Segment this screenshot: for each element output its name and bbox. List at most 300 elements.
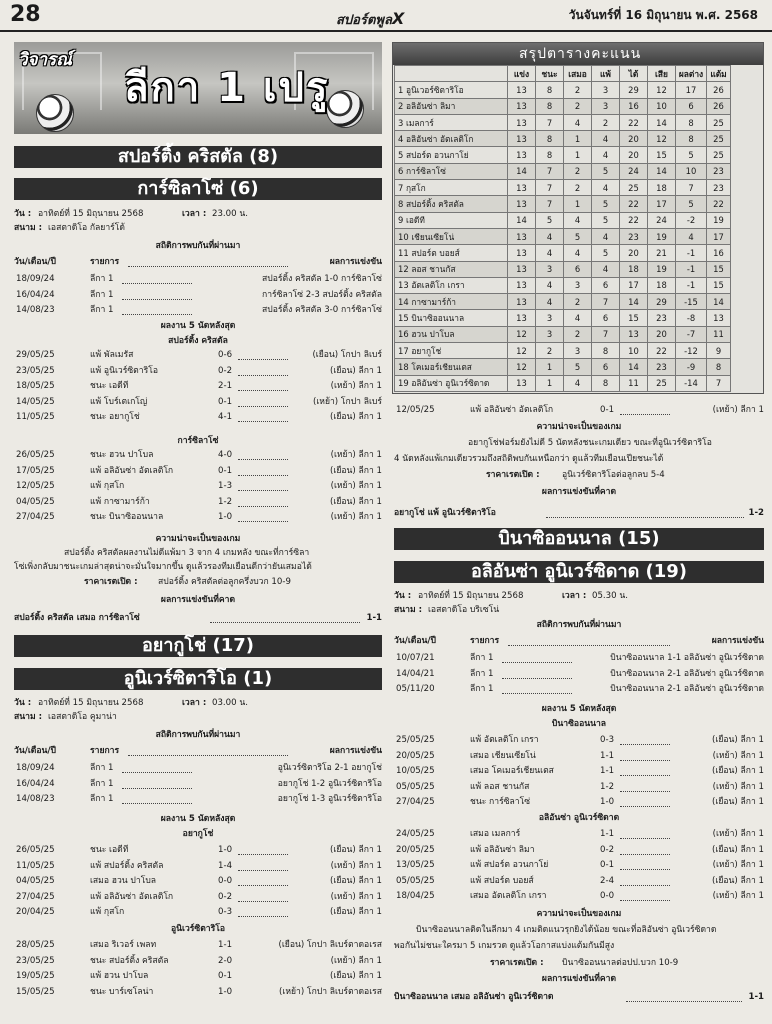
standings-cell: 12	[508, 326, 536, 342]
form-date: 18/04/25	[396, 891, 435, 902]
standings-cell: 11	[707, 326, 731, 342]
standings-box	[392, 42, 764, 394]
standings-cell: 6	[592, 277, 620, 293]
standings-cell: 4	[564, 114, 592, 130]
dotted-divider	[620, 869, 670, 870]
standings-cell: 8	[536, 82, 564, 98]
venue-name: เอสตาดิโอ กัลยาร์โด้	[48, 223, 125, 233]
standings-cell: 24	[620, 163, 648, 179]
match-time-label: เวลา :	[562, 591, 587, 601]
standings-cell: 22	[620, 114, 648, 130]
form-venue-competition: (เหย้า) ลีกา 1	[330, 891, 382, 902]
standings-cell: 13	[508, 228, 536, 244]
standings-cell: 4	[564, 245, 592, 261]
standings-cell: 13	[508, 180, 536, 196]
standings-cell: 8	[592, 375, 620, 391]
standings-team-name: 4 อลิอันซ่า อัตเลติโก	[395, 131, 508, 147]
h2h-date: 16/04/24	[16, 289, 55, 300]
form-date: 20/04/25	[16, 907, 55, 918]
outlook-title: ความน่าจะเป็นของเกม	[155, 534, 241, 544]
away-team-bar: อูนิเวร์ซิตาริโอ (1)	[14, 668, 382, 690]
venue-name: เอสตาดิโอ บริเซโน่	[428, 605, 500, 615]
form-venue-competition: (เยือน) ลีกา 1	[712, 766, 764, 777]
h2h-result: อยากูโช่ 1-2 อูนิเวร์ซิตาริโอ	[277, 778, 382, 789]
standings-team-name: 9 เอดีที	[395, 212, 508, 228]
standings-cell: -15	[676, 294, 707, 310]
dotted-divider	[238, 421, 288, 422]
standings-cell: 1	[536, 375, 564, 391]
form-venue-competition: (เหย้า) โกปา ลิเบร์ตาดอเรส	[279, 986, 382, 997]
form-venue-competition: (เหย้า) ลีกา 1	[330, 450, 382, 460]
standings-cell: 25	[707, 147, 731, 163]
standings-cell: 13	[620, 326, 648, 342]
standings-cell: 25	[707, 114, 731, 130]
logo-x: X	[391, 9, 405, 28]
standings-cell: 17	[648, 196, 676, 212]
form-result-opponent: แพ้ ลอส ชานกัส	[470, 781, 530, 792]
h2h-header-result: ผลการแข่งขัน	[329, 746, 382, 756]
h2h-result: สปอร์ติ้ง คริสตัล 3-0 การ์ซิลาโซ่	[262, 305, 382, 315]
h2h-date: 10/07/21	[396, 653, 435, 663]
standings-team-name: 7 กุสโก	[395, 180, 508, 196]
standings-cell: 7	[536, 163, 564, 179]
standings-cell: 22	[620, 196, 648, 212]
standings-cell: 13	[508, 147, 536, 163]
home-team-bar: สปอร์ติ้ง คริสตัล (8)	[14, 146, 382, 168]
standings-cell: 1	[564, 131, 592, 147]
h2h-header-result: ผลการแข่งขัน	[711, 636, 764, 646]
dotted-divider	[238, 854, 288, 855]
match-time: 03.00 น.	[212, 698, 248, 708]
standings-cell: 25	[620, 180, 648, 196]
form-result-opponent: แพ้ โบร์เตเกโญ่	[90, 396, 148, 407]
dotted-divider	[238, 490, 288, 491]
h2h-result: การ์ซิลาโซ่ 2-3 สปอร์ติ้ง คริสตัล	[262, 289, 382, 300]
prediction-text: อยากูโช่ แพ้ อูนิเวร์ซิตาริโอ	[394, 508, 496, 518]
form-score: 0-1	[218, 465, 233, 476]
standings-team-name: 19 อลิอันซ่า อูนิเวร์ซิดาด	[395, 375, 508, 391]
standings-cell: 3	[536, 326, 564, 342]
standings-cell: -1	[676, 261, 707, 277]
form-score: 0-0	[600, 891, 615, 902]
standings-cell: 19	[648, 261, 676, 277]
standings-cell: 4	[564, 310, 592, 326]
standings-cell: -9	[676, 359, 707, 375]
form-result-opponent: แพ้ อูนิเวร์ซิตาริโอ	[90, 365, 158, 376]
form-date: 27/04/25	[16, 512, 55, 523]
venue-label: สนาม :	[394, 605, 423, 615]
standings-cell: 14	[707, 294, 731, 310]
form-date: 04/05/25	[16, 496, 55, 507]
standings-row	[395, 310, 731, 326]
outlook-text-2: โซ่เพิ่งกลับมาชนะเกมล่าสุดน่าจะมั่นใจมากขึ้น ดูแล้วรองทีมเยือนดีกว่ายันเสมอได้	[14, 562, 312, 572]
standings-cell: 8	[676, 114, 707, 130]
form-result-opponent: แพ้ กุสโก	[90, 907, 125, 918]
standings-cell: 6	[676, 98, 707, 114]
banner-kicker: วิจารณ์	[18, 50, 72, 70]
standings-row	[395, 196, 731, 212]
standings-cell: 4	[564, 375, 592, 391]
standings-row	[395, 359, 731, 375]
form-result-opponent: ชนะ การ์ซิลาโซ่	[470, 797, 531, 808]
home-team-form-title: บินาซิออนนาล	[551, 719, 607, 729]
standings-cell: 6	[592, 310, 620, 326]
standings-cell: 13	[508, 310, 536, 326]
form-date: 05/05/25	[396, 781, 435, 792]
odds-value: สปอร์ติ้ง คริสตัลต่อลูกครึ่งบวก 10-9	[158, 577, 291, 587]
form-result-opponent: แพ้ อลิอันซ่า อัตเลติโก	[90, 891, 174, 902]
form-score: 0-3	[218, 907, 233, 918]
form-result-opponent: แพ้ อลิอันซ่า ลิมา	[470, 844, 535, 855]
h2h-competition: ลีกา 1	[90, 794, 114, 804]
standings-cell: 7	[536, 180, 564, 196]
form-result-opponent: แพ้ อัตเลติโก เกรา	[470, 735, 539, 745]
away-team-form-title: การ์ซิลาโซ่	[177, 436, 219, 446]
standings-cell: 20	[620, 245, 648, 261]
form-date: 18/05/25	[16, 381, 55, 392]
form-result-opponent: ชนะ ฮวน ปาโบล	[90, 450, 154, 460]
dotted-divider	[502, 693, 572, 694]
form-date: 24/05/25	[396, 829, 435, 839]
standings-cell: 2	[592, 114, 620, 130]
h2h-title: สถิติการพบกันที่ผ่านมา	[536, 620, 622, 630]
standings-cell: 14	[648, 114, 676, 130]
standings-row	[395, 326, 731, 342]
dotted-divider	[122, 299, 192, 300]
standings-cell: 5	[536, 212, 564, 228]
form-score: 1-1	[218, 940, 233, 950]
form-venue-competition: (เหย้า) ลีกา 1	[330, 481, 382, 492]
form-date: 12/05/25	[396, 405, 435, 415]
standings-cell: 23	[707, 180, 731, 196]
standings-team-name: 12 ลอส ชานกัส	[395, 261, 508, 277]
standings-cell: 15	[707, 261, 731, 277]
outlook-title: ความน่าจะเป็นของเกม	[536, 422, 622, 432]
standings-cell: 1	[564, 196, 592, 212]
standings-cell: 3	[564, 277, 592, 293]
standings-cell: 20	[648, 326, 676, 342]
standings-team-name: 2 อลิอันซ่า ลิมา	[395, 98, 508, 114]
standings-cell: 25	[648, 375, 676, 391]
standings-team-name: 5 สปอร์ต อวนกาโย่	[395, 147, 508, 163]
standings-row	[395, 343, 731, 359]
standings-col-header: ผลต่าง	[676, 66, 707, 82]
form-score: 0-2	[218, 891, 233, 902]
venue-label: สนาม :	[14, 223, 43, 233]
match-date-label: วัน :	[394, 591, 412, 601]
dotted-divider	[122, 772, 192, 773]
dotted-divider	[238, 359, 288, 360]
standings-team-name: 16 ฮวน ปาโบล	[395, 326, 508, 342]
standings-row	[395, 375, 731, 391]
dotted-divider	[620, 414, 670, 415]
standings-cell: 4	[536, 294, 564, 310]
form-score: 1-1	[600, 750, 615, 761]
h2h-date: 18/09/24	[16, 763, 55, 773]
form-date: 12/05/25	[16, 481, 55, 492]
h2h-header-competition: รายการ	[470, 636, 500, 646]
form-score: 1-0	[218, 512, 233, 523]
away-team-bar: การ์ซิลาโซ่ (6)	[14, 178, 382, 200]
dotted-divider	[122, 283, 192, 284]
standings-cell: 4	[592, 147, 620, 163]
standings-cell: 22	[707, 196, 731, 212]
dotted-divider	[238, 916, 288, 917]
form-result-opponent: เสมอ ฮวน ปาโบล	[90, 876, 157, 887]
standings-row	[395, 180, 731, 196]
standings-cell: -14	[676, 375, 707, 391]
standings-cell: 1	[564, 147, 592, 163]
standings-cell: 23	[648, 310, 676, 326]
form-score: 1-0	[600, 797, 615, 808]
odds-value: บินาซิออนนาลต่อปป.บวก 10-9	[562, 958, 679, 968]
form-venue-competition: (เยือน) ลีกา 1	[330, 365, 382, 376]
home-team-form-title: อยากูโช่	[182, 829, 214, 839]
form-score: 0-2	[600, 844, 615, 855]
form-date: 20/05/25	[396, 844, 435, 855]
h2h-date: 16/04/24	[16, 778, 55, 789]
standings-col-header: ได้	[620, 66, 648, 82]
standings-cell: -1	[676, 277, 707, 293]
h2h-header-result: ผลการแข่งขัน	[329, 257, 382, 267]
form-date: 13/05/25	[396, 860, 435, 871]
standings-cell: 19	[648, 228, 676, 244]
standings-cell: 18	[648, 277, 676, 293]
standings-team-name: 17 อยากูโช่	[395, 343, 508, 359]
standings-team-name: 6 การ์ซิลาโซ่	[395, 163, 508, 179]
form-venue-competition: (เยือน) ลีกา 1	[712, 735, 764, 745]
page-number: 28	[10, 2, 41, 27]
dotted-divider	[238, 885, 288, 886]
standings-cell: 8	[592, 343, 620, 359]
form-result-opponent: แพ้ สปอร์ติ้ง คริสตัล	[90, 860, 164, 871]
standings-cell: 20	[620, 131, 648, 147]
prediction-score: 1-1	[748, 992, 764, 1002]
standings-cell: 5	[592, 163, 620, 179]
form-date: 15/05/25	[16, 986, 55, 997]
form-date: 27/04/25	[396, 797, 435, 808]
standings-team-name: 1 อูนิเวอร์ซิตาริโอ	[395, 82, 508, 98]
h2h-date: 14/04/21	[396, 668, 435, 679]
standings-row	[395, 261, 731, 277]
standings-cell: 22	[648, 343, 676, 359]
dotted-divider	[238, 901, 288, 902]
h2h-competition: ลีกา 1	[470, 684, 494, 694]
standings-cell: 17	[620, 277, 648, 293]
standings-team-name: 11 สปอร์ต บอยส์	[395, 245, 508, 261]
standings-cell: 12	[648, 82, 676, 98]
dotted-divider	[122, 788, 192, 789]
standings-cell: 13	[508, 294, 536, 310]
form-score: 2-1	[218, 381, 233, 392]
dotted-divider	[620, 760, 670, 761]
standings-cell: 5	[592, 196, 620, 212]
h2h-header-competition: รายการ	[90, 746, 120, 756]
form-result-opponent: ชนะ สปอร์ติ้ง คริสตัล	[90, 955, 169, 966]
prediction-text: สปอร์ติ้ง คริสตัล เสมอ การ์ซิลาโซ่	[14, 613, 140, 623]
standings-cell: 19	[707, 212, 731, 228]
standings-cell: 3	[536, 261, 564, 277]
standings-cell: 29	[648, 294, 676, 310]
dotted-divider	[626, 1001, 742, 1002]
form-venue-competition: (เหย้า) ลีกา 1	[712, 860, 764, 871]
football-icon	[36, 94, 74, 132]
standings-cell: 26	[707, 82, 731, 98]
dotted-divider	[128, 266, 288, 267]
form-date: 23/05/25	[16, 365, 55, 376]
form-venue-competition: (เยือน) ลีกา 1	[330, 876, 382, 887]
dotted-divider	[620, 854, 670, 855]
form-venue-competition: (เยือน) ลีกา 1	[712, 844, 764, 855]
odds-label: ราคาเรตเปิด :	[486, 470, 540, 480]
h2h-competition: ลีกา 1	[90, 763, 114, 773]
match-date: อาทิตย์ที่ 15 มิถุนายน 2568	[38, 209, 144, 219]
home-team-bar: อยากูโช่ (17)	[14, 635, 382, 657]
dotted-divider	[508, 645, 670, 646]
standings-cell: 7	[536, 196, 564, 212]
standings-cell: 4	[676, 228, 707, 244]
standings-cell: 5	[676, 196, 707, 212]
standings-row	[395, 212, 731, 228]
standings-col-header: แต้ม	[707, 66, 731, 82]
outlook-text-1: สปอร์ติ้ง คริสตัลผลงานไม่ดีแพ้มา 3 จาก 4 เกมหลัง ขณะที่การ์ซิลา	[64, 548, 310, 558]
page-header	[0, 0, 772, 32]
dotted-divider	[122, 803, 192, 804]
form-result-opponent: เสมอ เมลการ์	[470, 829, 521, 839]
standings-cell: 1	[536, 359, 564, 375]
h2h-competition: ลีกา 1	[90, 274, 114, 284]
standings-cell: 18	[620, 261, 648, 277]
standings-col-header: ชนะ	[536, 66, 564, 82]
form-result-opponent: แพ้ กุสโก	[90, 481, 125, 492]
form-date: 27/04/25	[16, 891, 55, 902]
h2h-header-competition: รายการ	[90, 257, 120, 267]
issue-date: วันจันทร์ที่ 16 มิถุนายน พ.ศ. 2568	[568, 8, 758, 22]
standings-cell: 2	[564, 180, 592, 196]
form-score: 1-1	[600, 829, 615, 839]
form-venue-competition: (เยือน) โกปา ลิเบร์ตาดอเรส	[278, 940, 382, 950]
h2h-competition: ลีกา 1	[90, 305, 114, 315]
h2h-result: อยากูโช่ 1-3 อูนิเวร์ซิตาริโอ	[277, 794, 382, 804]
home-team-bar: บินาซิออนนาล (15)	[394, 528, 764, 550]
form-result-opponent: เสมอ ริเวอร์ เพลท	[90, 940, 157, 950]
form-date: 05/05/25	[396, 875, 435, 886]
standings-team-name: 3 เมลการ์	[395, 114, 508, 130]
standings-title: สรุปตารางคะแนน	[393, 43, 763, 65]
standings-cell: 5	[592, 245, 620, 261]
form-venue-competition: (เหย้า) ลีกา 1	[330, 512, 382, 523]
h2h-result: บินาซิออนนาล 2-1 อลิอันซ่า อูนิเวร์ซิดาด	[610, 668, 764, 679]
standings-cell: 29	[620, 82, 648, 98]
form-score: 1-4	[218, 860, 233, 871]
form-result-opponent: แพ้ สปอร์ต อวนกาโย่	[470, 860, 549, 871]
form-score: 0-6	[218, 350, 233, 360]
standings-cell: 4	[564, 212, 592, 228]
standings-col-header: เสีย	[648, 66, 676, 82]
form-venue-competition: (เหย้า) ลีกา 1	[712, 781, 764, 792]
form-score: 4-1	[218, 412, 233, 423]
standings-cell: 2	[564, 82, 592, 98]
outlook-title: ความน่าจะเป็นของเกม	[536, 909, 622, 919]
dotted-divider	[620, 838, 670, 839]
standings-team-name: 10 เชียนเซียโน่	[395, 228, 508, 244]
standings-cell: 14	[508, 163, 536, 179]
newspaper-logo	[336, 9, 404, 29]
form-date: 19/05/25	[16, 971, 55, 982]
standings-row	[395, 147, 731, 163]
dotted-divider	[122, 314, 192, 315]
standings-cell: 2	[564, 326, 592, 342]
form-score: 0-1	[600, 860, 615, 871]
standings-row	[395, 163, 731, 179]
standings-cell: 13	[508, 245, 536, 261]
dotted-divider	[546, 517, 744, 518]
standings-cell: -1	[676, 245, 707, 261]
standings-row	[395, 245, 731, 261]
standings-cell: 17	[676, 82, 707, 98]
standings-cell: 23	[707, 163, 731, 179]
standings-cell: 13	[508, 196, 536, 212]
dotted-divider	[620, 744, 670, 745]
standings-cell: 15	[648, 147, 676, 163]
form-venue-competition: (เยือน) ลีกา 1	[712, 875, 764, 886]
form-score: 0-2	[218, 365, 233, 376]
standings-team-name: 8 สปอร์ติ้ง คริสตัล	[395, 196, 508, 212]
form-venue-competition: (เยือน) ลีกา 1	[330, 845, 382, 855]
standings-row	[395, 82, 731, 98]
dotted-divider	[620, 806, 670, 807]
outlook-text-1: อยากูโช่ฟอร์มยังไม่ดี 5 นัดหลังชนะเกมเดียว ขณะที่อูนิเวร์ซิตาริโอ	[468, 438, 712, 448]
h2h-header-date: วัน/เดือน/ปี	[14, 257, 56, 267]
standings-cell: 3	[592, 98, 620, 114]
h2h-competition: ลีกา 1	[90, 289, 114, 300]
standings-cell: 12	[508, 343, 536, 359]
form-result-opponent: ชนะ บาร์เซโลน่า	[90, 986, 154, 997]
prediction-score: 1-1	[366, 613, 382, 623]
form-venue-competition: (เหย้า) ลีกา 1	[712, 405, 764, 415]
standings-header-row	[395, 66, 731, 82]
h2h-result: บินาซิออนนาล 1-1 อลิอันซ่า อูนิเวร์ซิดาด	[610, 653, 764, 663]
standings-cell: -7	[676, 326, 707, 342]
standings-row	[395, 277, 731, 293]
standings-cell: 18	[648, 180, 676, 196]
venue-label: สนาม :	[14, 712, 43, 722]
standings-cell: 4	[592, 131, 620, 147]
match-time: 23.00 น.	[212, 209, 248, 219]
standings-cell: 14	[620, 359, 648, 375]
form-result-opponent: ชนะ อยากูโช่	[90, 412, 140, 423]
standings-cell: 7	[707, 375, 731, 391]
dotted-divider	[502, 678, 572, 679]
prediction-title: ผลการแข่งขันที่คาด	[541, 487, 617, 497]
form-venue-competition: (เยือน) ลีกา 1	[330, 412, 382, 423]
form-result-opponent: แพ้ กาซามาร์ก้า	[90, 496, 150, 507]
standings-cell: 3	[564, 343, 592, 359]
dotted-divider	[238, 390, 288, 391]
standings-cell: 23	[648, 359, 676, 375]
standings-cell: 4	[592, 261, 620, 277]
form-result-opponent: แพ้ อลิอันซ่า อัตเลติโก	[90, 465, 174, 476]
form-venue-competition: (เหย้า) ลีกา 1	[330, 860, 382, 871]
standings-cell: 5	[564, 359, 592, 375]
match-time-label: เวลา :	[182, 209, 207, 219]
form-date: 26/05/25	[16, 845, 55, 855]
outlook-text-2: พอกันไม่ชนะใครมา 5 เกมรวด ดูแล้วโอกาสแบ่งแต้มกันมีสูง	[394, 941, 615, 951]
standings-cell: 10	[648, 98, 676, 114]
standings-cell: 2	[564, 163, 592, 179]
dotted-divider	[238, 521, 288, 522]
dotted-divider	[238, 375, 288, 376]
